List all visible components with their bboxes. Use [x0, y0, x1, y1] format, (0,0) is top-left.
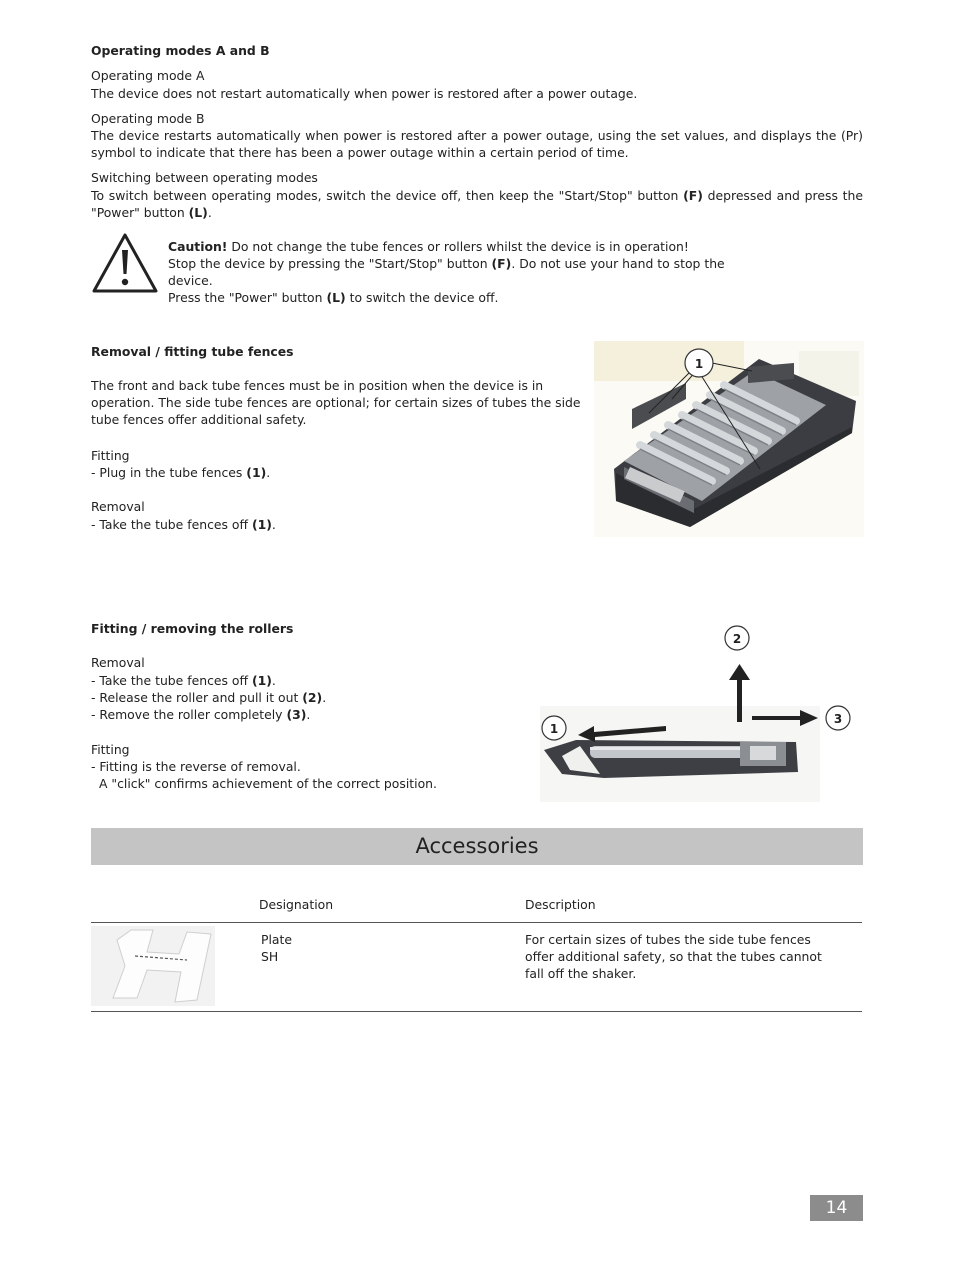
tube-fences-removal-title: Removal — [91, 499, 145, 514]
accessory-description: For certain sizes of tubes the side tube fences offer additional safety, so that the tubes cannot fall off the shaker. — [525, 932, 822, 981]
column-header-designation: Designation — [259, 897, 334, 912]
rollers-fitting-line-1: - Fitting is the reverse of removal. — [91, 759, 301, 774]
rollers-removal-step-1: - Take the tube fences off (1). — [91, 673, 276, 688]
table-header-divider — [91, 922, 862, 923]
caution-line-2: Stop the device by pressing the "Start/Stop" button (F). Do not use your hand to stop the device. — [168, 256, 725, 288]
column-header-description: Description — [525, 897, 596, 912]
caution-text — [168, 238, 768, 306]
rollers-fitting-title: Fitting — [91, 742, 130, 757]
rollers-figure-callout-3: 3 — [833, 712, 843, 726]
rollers-removal-step-2: - Release the roller and pull it out (2). — [91, 690, 327, 705]
fences-figure-callout-1: 1 — [694, 357, 704, 371]
mode-b-text: The device restarts automatically when power is restored after a power outage, using the set values, and displays the (Pr) symbol to indicate that there has been a power outage within a certain period of time. — [91, 128, 863, 160]
plate-sh-image — [91, 926, 215, 1006]
mode-a-text: The device does not restart automatically when power is restored after a power outage. — [91, 86, 638, 101]
caution-label: Caution! — [168, 239, 228, 254]
rollers-fitting-line-2: A "click" confirms achievement of the correct position. — [99, 776, 437, 791]
mode-a-title: Operating mode A — [91, 68, 205, 83]
rollers-figure-callout-2: 2 — [732, 632, 742, 646]
operating-modes-heading: Operating modes A and B — [91, 43, 270, 58]
warning-triangle-icon — [91, 232, 159, 294]
tube-fences-fitting-title: Fitting — [91, 448, 130, 463]
rollers-figure-callout-1: 1 — [549, 722, 559, 736]
caution-line-1: Caution! Do not change the tube fences or rollers whilst the device is in operation! — [168, 239, 689, 254]
switch-modes-text: To switch between operating modes, switch the device off, then keep the "Start/Stop" button (F) depressed and press the "Power" button (L). — [91, 188, 863, 220]
page-number: 14 — [810, 1195, 863, 1221]
tube-fences-heading: Removal / fitting tube fences — [91, 344, 294, 359]
accessory-designation-line-2: SH — [261, 949, 279, 964]
tube-fences-removal-step: - Take the tube fences off (1). — [91, 517, 276, 532]
switch-modes-title: Switching between operating modes — [91, 170, 318, 185]
rollers-removal-title: Removal — [91, 655, 145, 670]
accessory-designation-line-1: Plate — [261, 932, 292, 947]
caution-line-3: Press the "Power" button (L) to switch the device off. — [168, 290, 499, 305]
roller-mixer-fences-illustration — [594, 341, 864, 537]
tube-fences-intro: The front and back tube fences must be in position when the device is in operation. The side tube fences are optional; for certain sizes of tubes the side tube fences offer additional safety. — [91, 378, 581, 427]
mode-b-title: Operating mode B — [91, 111, 205, 126]
table-bottom-divider — [91, 1011, 862, 1012]
rollers-heading: Fitting / removing the rollers — [91, 621, 294, 636]
accessories-title: Accessories — [91, 828, 863, 865]
rollers-removal-step-3: - Remove the roller completely (3). — [91, 707, 311, 722]
tube-fences-fitting-step: - Plug in the tube fences (1). — [91, 465, 271, 480]
roller-removal-illustration — [540, 618, 858, 802]
